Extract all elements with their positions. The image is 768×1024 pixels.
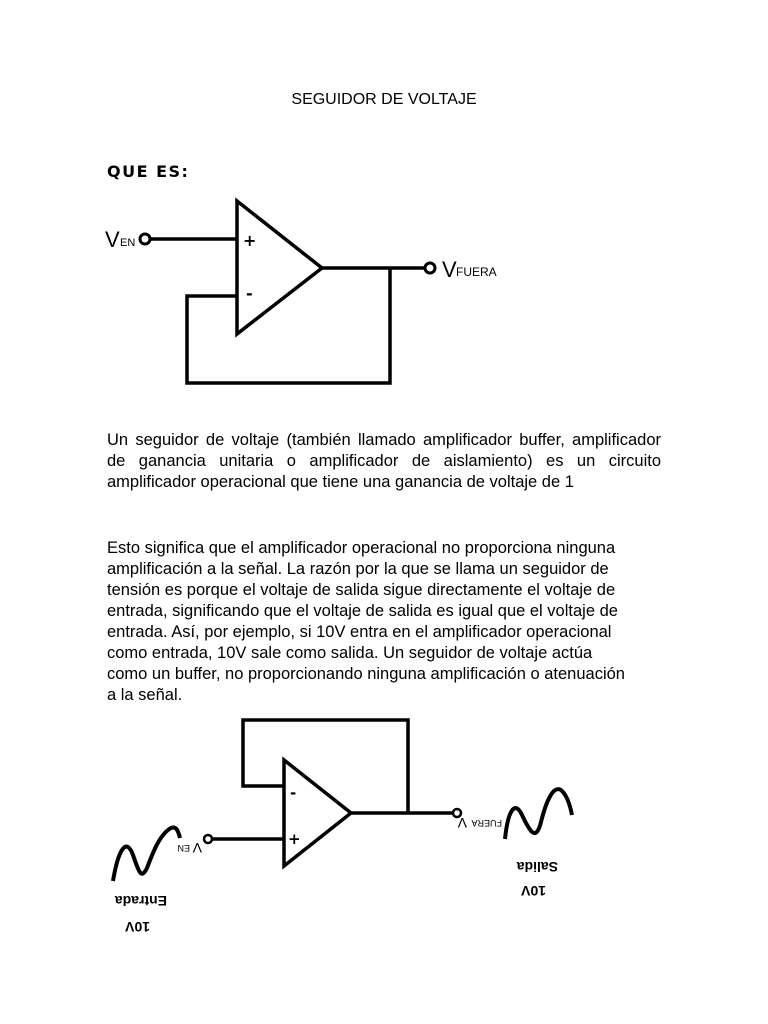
explanation-line: entrada. Así, por ejemplo, si 10V entra en el amplificador operacional xyxy=(107,623,612,641)
plus-sign: + xyxy=(243,231,257,250)
paragraph-definition: Un seguidor de voltaje (también llamado amplificador buffer, amplificador de ganancia unitaria o amplificador de aislamiento) es un circuito amplificador operacional que tiene una ganancia de voltaje de 1 xyxy=(107,431,661,491)
opamp-triangle-2 xyxy=(284,760,351,866)
input-terminal-2 xyxy=(204,835,212,843)
input-label-main-2: V xyxy=(192,840,202,856)
input-label-sub: EN xyxy=(120,237,136,249)
input-sine-wave xyxy=(113,827,180,881)
minus-sign: - xyxy=(246,284,253,303)
output-label-main-2: V xyxy=(457,815,467,831)
document-title: SEGUIDOR DE VOLTAJE xyxy=(291,91,477,108)
explanation-line: a la señal. xyxy=(107,686,183,704)
output-label-sub: FUERA xyxy=(456,265,497,279)
minus-sign-2: - xyxy=(290,784,297,802)
input-caption: Entrada xyxy=(114,893,167,909)
explanation-line: como un buffer, no proporcionando ninguna amplificación o atenuación xyxy=(107,665,625,683)
input-label-main: V xyxy=(105,227,120,252)
output-label-main: V xyxy=(442,257,457,282)
input-label-sub-2: EN xyxy=(177,843,190,853)
explanation-line: entrada, significando que el voltaje de salida es igual que el voltaje de xyxy=(107,602,618,620)
explanation-line: Esto significa que el amplificador operacional no proporciona ninguna xyxy=(107,539,616,557)
input-value: 10V xyxy=(125,919,150,935)
explanation-line: como entrada, 10V sale como salida. Un seguidor de voltaje actúa xyxy=(107,644,593,662)
output-sine-wave xyxy=(505,789,572,839)
feedback-loop-2 xyxy=(243,720,408,813)
output-value: 10V xyxy=(521,883,546,899)
section-heading: QUE ES: xyxy=(107,162,190,181)
output-label-sub-2: FUERA xyxy=(471,818,502,828)
output-caption: Salida xyxy=(516,859,558,875)
explanation-line: tensión es porque el voltaje de salida sigue directamente el voltaje de xyxy=(107,581,616,599)
explanation-line: amplificación a la señal. La razón por la que se llama un seguidor de xyxy=(107,560,609,578)
plus-sign-2: + xyxy=(288,830,301,848)
